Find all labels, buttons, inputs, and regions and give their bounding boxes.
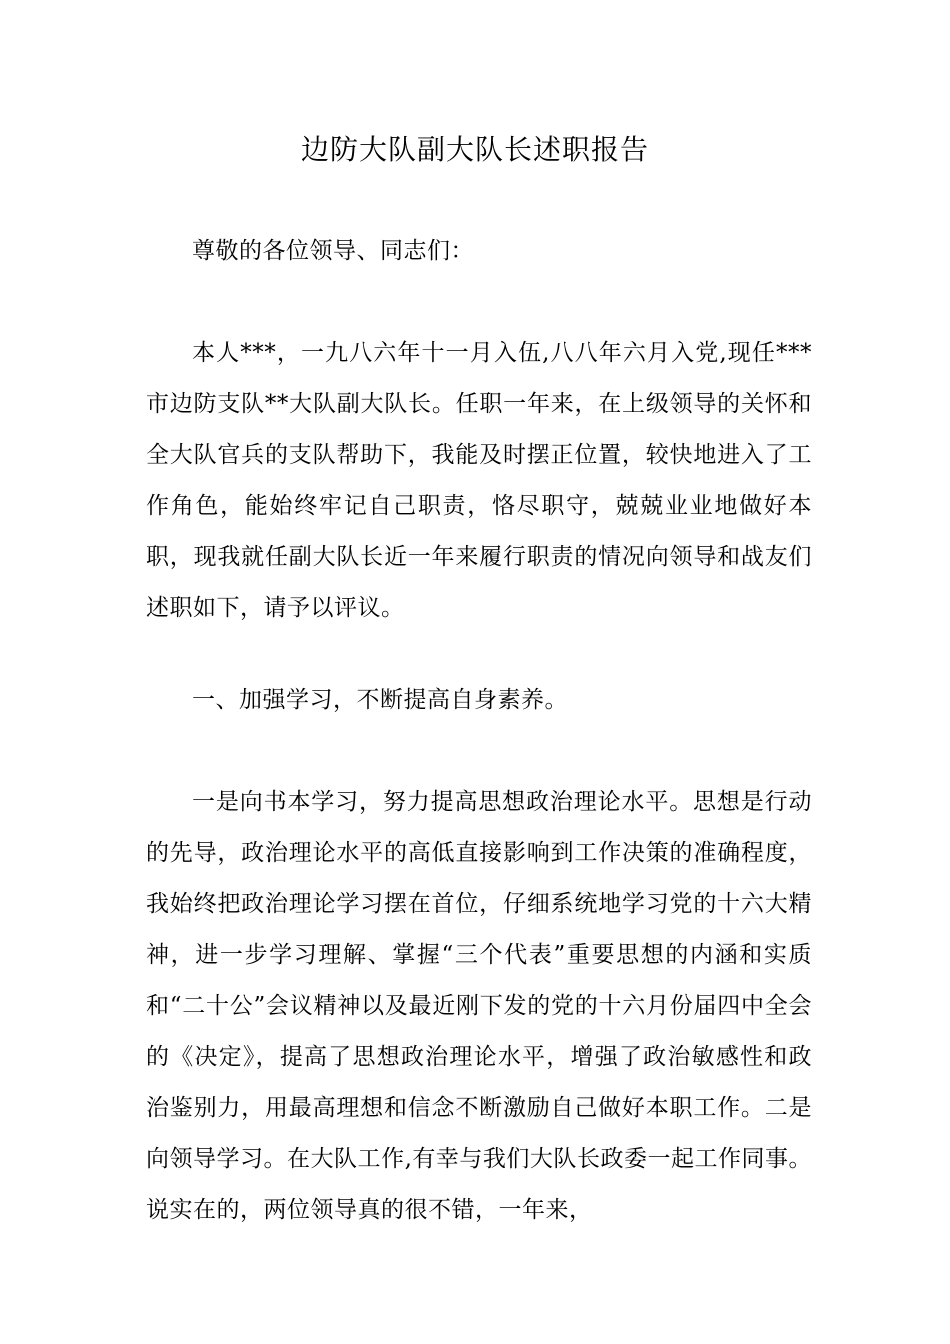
document-title: 边防大队副大队长述职报告 — [300, 133, 649, 166]
section-heading-1: 一、加强学习，不断提高自身素养。 — [192, 687, 568, 713]
salutation: 尊敬的各位领导、同志们： — [192, 238, 474, 264]
paragraph-study: 一是向书本学习，努力提高思想政治理论水平。思想是行动的先导，政治理论水平的高低直接影响到工作决策的准确程度，我始终把政治理论学习摆在首位，仔细系统地学习党的十六大精神，进一步学习理解、掌握“三个代表”重要思想的内涵和实质和“二十公”会议精神以及最近刚下发的党的十六月份届四中全会的《决定》，提高了思想政治理论水平，增强了政治敏感性和政治鉴别力，用最高理想和信念不断激励自己做好本职工作。二是向领导学习。在大队工作,有幸与我们大队长政委一起工作同事。说实在的，两位领导真的很不错，一年来， — [146, 789, 812, 1223]
paragraph-introduction: 本人***，一九八六年十一月入伍,八八年六月入党,现任***市边防支队**大队副大队长。任职一年来，在上级领导的关怀和全大队官兵的支队帮助下，我能及时摆正位置，较快地进入了工作角色，能始终牢记自己职责，恪尽职守，兢兢业业地做好本职，现我就任副大队长近一年来履行职责的情况向领导和战友们述职如下，请予以评议。 — [146, 340, 812, 621]
